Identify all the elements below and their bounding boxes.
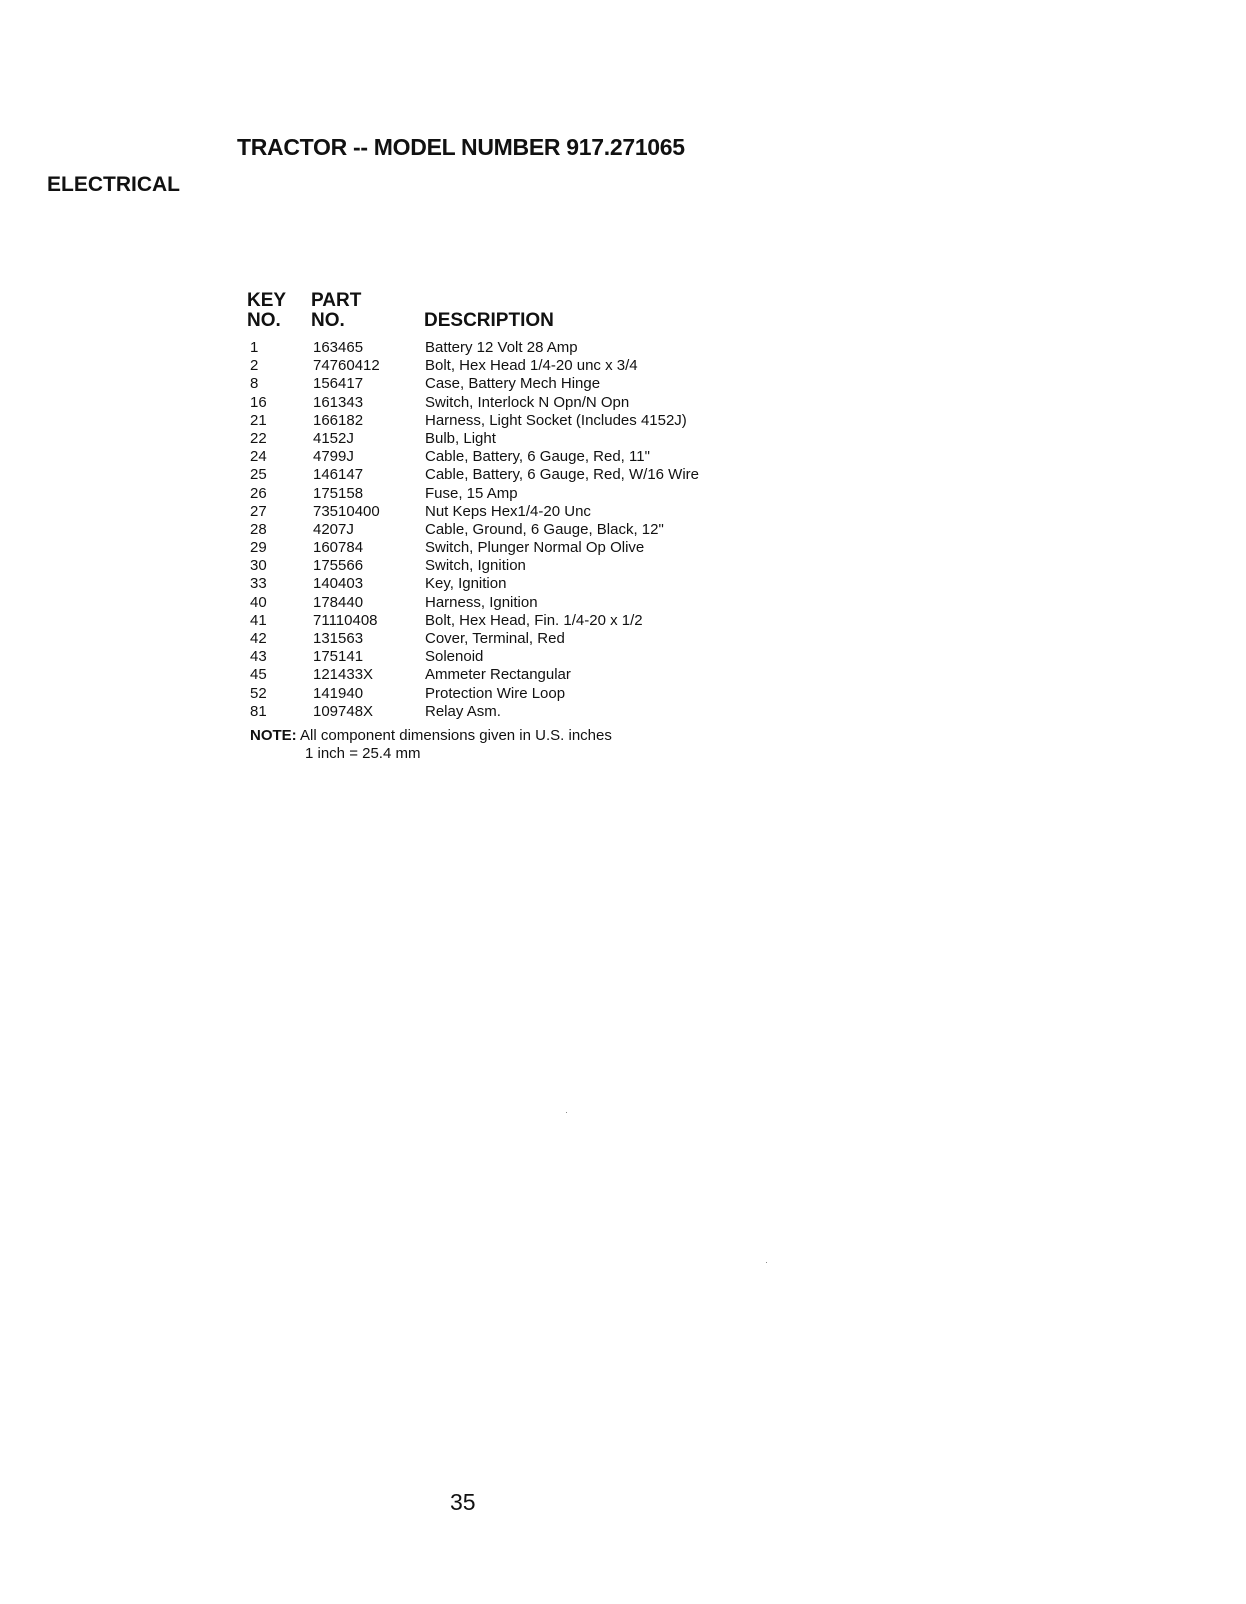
part-number: 163465: [313, 339, 364, 356]
key-number: 1: [250, 339, 259, 356]
part-description: Ammeter Rectangular: [425, 666, 571, 684]
scan-speck: [766, 1262, 767, 1263]
parts-row: [250, 594, 810, 612]
key-number: 25: [250, 466, 267, 484]
parts-row: [250, 685, 810, 703]
key-number: 43: [250, 648, 267, 666]
part-number: 160784: [313, 539, 364, 557]
key-number: 81: [250, 702, 267, 720]
part-description: Key, Ignition: [425, 575, 507, 593]
key-number: 33: [250, 575, 267, 593]
key-number: 21: [250, 411, 267, 429]
parts-row: [250, 448, 810, 466]
scan-speck: [566, 1112, 567, 1113]
key-number: 16: [250, 393, 267, 411]
parts-row: [250, 612, 810, 630]
part-number: 175566: [313, 557, 364, 575]
part-number: 175141: [313, 648, 364, 666]
parts-row: [250, 648, 810, 666]
parts-row: [250, 575, 810, 593]
key-number: 30: [250, 557, 267, 575]
part-description: Bulb, Light: [425, 429, 496, 447]
parts-row: [250, 539, 810, 557]
part-description: Cable, Ground, 6 Gauge, Black, 12": [425, 520, 664, 538]
part-description: Solenoid: [425, 648, 484, 666]
parts-row: [250, 503, 810, 521]
key-number: 40: [250, 593, 267, 611]
key-number: 45: [250, 666, 267, 684]
part-number: 131563: [313, 630, 364, 647]
parts-row: [250, 339, 810, 357]
page-number: 35: [450, 1489, 476, 1515]
key-number: 28: [250, 520, 267, 538]
parts-row: [250, 521, 810, 539]
part-description: Switch, Ignition: [425, 557, 526, 575]
parts-row: [250, 430, 810, 448]
note: [250, 727, 612, 745]
note-line1: All component dimensions given in U.S. inches: [300, 727, 612, 744]
part-description: Cable, Battery, 6 Gauge, Red, 11": [425, 448, 650, 466]
parts-row: [250, 375, 810, 393]
parts-row: [250, 357, 810, 375]
part-description: Switch, Interlock N Opn/N Opn: [425, 393, 630, 411]
part-description: Protection Wire Loop: [425, 684, 566, 702]
key-number: 52: [250, 684, 267, 702]
part-number: 161343: [313, 393, 364, 411]
part-number: 74760412: [313, 357, 380, 375]
key-number: 41: [250, 611, 267, 629]
part-number: 4207J: [313, 520, 354, 538]
part-description: Bolt, Hex Head, Fin. 1/4-20 x 1/2: [425, 611, 643, 629]
parts-list: [250, 339, 810, 721]
part-description: Cable, Battery, 6 Gauge, Red, W/16 Wire: [425, 466, 700, 484]
note-label: NOTE:: [250, 727, 297, 744]
part-description: Case, Battery Mech Hinge: [425, 375, 601, 393]
key-number: 8: [250, 375, 259, 393]
key-number: 24: [250, 448, 267, 466]
parts-row: [250, 630, 810, 648]
part-description: Harness, Ignition: [425, 593, 538, 611]
part-description: Harness, Light Socket (Includes 4152J): [425, 411, 687, 429]
key-number: 2: [250, 357, 259, 375]
key-number: 26: [250, 484, 267, 502]
part-number: 146147: [313, 466, 364, 484]
part-description: Cover, Terminal, Red: [425, 630, 565, 647]
part-description: Fuse, 15 Amp: [425, 484, 518, 502]
part-number: 73510400: [313, 502, 380, 520]
part-number: 178440: [313, 593, 364, 611]
key-number: 27: [250, 502, 267, 520]
part-number: 140403: [313, 575, 364, 593]
parts-row: [250, 703, 810, 721]
part-description: Nut Keps Hex1/4-20 Unc: [425, 502, 591, 520]
header-key-line2: NO.: [247, 310, 281, 331]
part-description: Switch, Plunger Normal Op Olive: [425, 539, 645, 557]
parts-row: [250, 485, 810, 503]
part-description: Bolt, Hex Head 1/4-20 unc x 3/4: [425, 357, 638, 375]
parts-row: [250, 666, 810, 684]
key-number: 22: [250, 429, 267, 447]
key-number: 29: [250, 539, 267, 557]
part-number: 4799J: [313, 448, 354, 466]
part-number: 156417: [313, 375, 364, 393]
part-number: 4152J: [313, 429, 354, 447]
parts-row: [250, 466, 810, 484]
part-number: 121433X: [313, 666, 374, 684]
note-line2: 1 inch = 25.4 mm: [305, 745, 421, 762]
key-number: 42: [250, 630, 267, 647]
part-number: 71110408: [313, 611, 378, 629]
part-number: 166182: [313, 411, 364, 429]
part-description: Relay Asm.: [425, 702, 501, 720]
part-description: Battery 12 Volt 28 Amp: [425, 339, 578, 356]
parts-row: [250, 557, 810, 575]
parts-row: [250, 394, 810, 412]
part-number: 141940: [313, 684, 364, 702]
part-number: 109748X: [313, 702, 374, 720]
page-title: TRACTOR -- MODEL NUMBER 917.271065: [237, 134, 685, 160]
parts-row: [250, 412, 810, 430]
header-part-line1: PART: [311, 290, 362, 311]
part-number: 175158: [313, 484, 364, 502]
section-heading: ELECTRICAL: [47, 173, 180, 196]
header-part-line2: NO.: [311, 310, 345, 331]
header-description: DESCRIPTION: [424, 310, 554, 331]
header-key-line1: KEY: [247, 290, 287, 311]
